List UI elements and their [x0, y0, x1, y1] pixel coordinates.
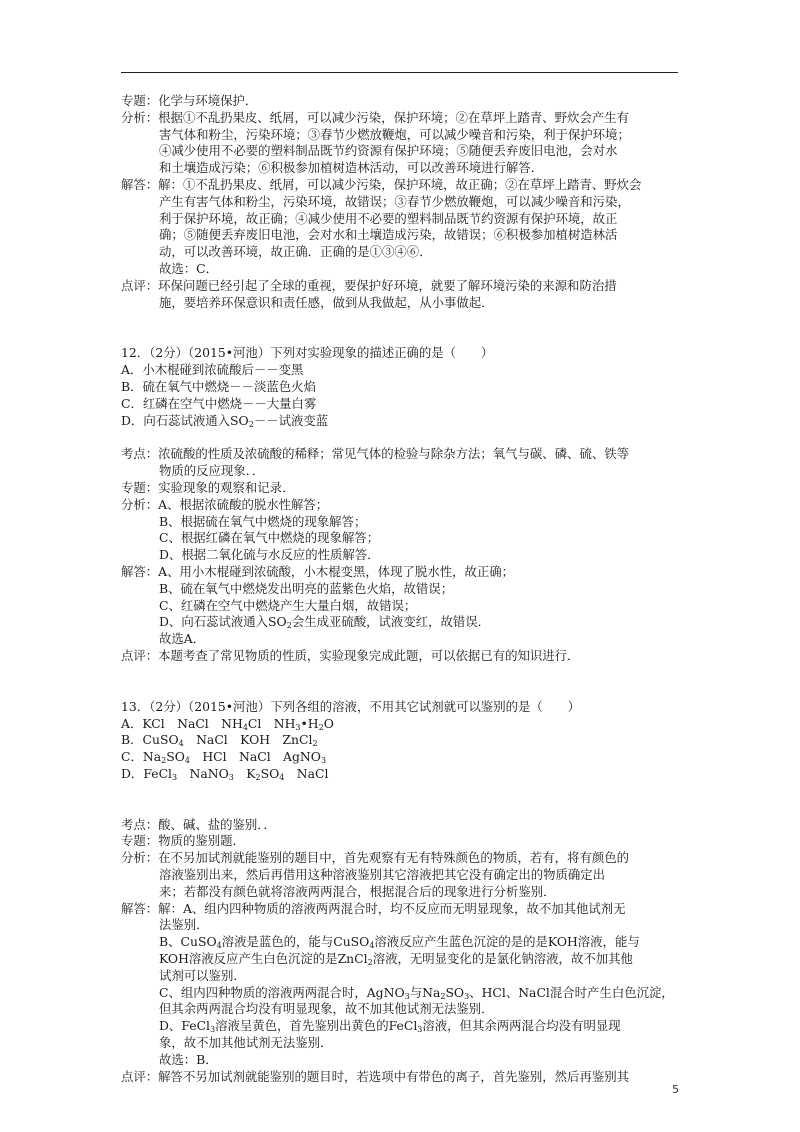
answer-choice-line: 故选：B．: [159, 1051, 218, 1067]
analysis-line: 害气体和粉尘，污染环境；③春节少燃放鞭炮，可以减少噪音和污染，利于保护环境；: [159, 126, 630, 142]
page-number: 5: [672, 1083, 679, 1096]
answer-line: 产生有害气体和粉尘，污染环境，故错误；③春节少燃放鞭炮，可以减少噪音和污染，: [159, 193, 630, 209]
analysis-line: 分析：A、根据浓硫酸的脱水性解答；: [121, 496, 329, 512]
q11-solution: [121, 93, 691, 311]
header-rule: [121, 72, 678, 73]
comment-line: 点评：本题考查了常见物质的性质，实验现象完成此题，可以依据已有的知识进行．: [121, 647, 580, 663]
option-b: B．CuSO$_4$ NaCl KOH ZnCl$_2$: [121, 732, 318, 749]
answer-line: C、红磷在空气中燃烧产生大量白烟，故错误；: [159, 597, 417, 613]
answer-line: B、硫在氧气中燃烧发出明亮的蓝紫色火焰，故错误；: [159, 580, 454, 596]
answer-line: 解答：A、用小木棍碰到浓硫酸，小木棍变黑，体现了脱水性，故正确；: [121, 563, 515, 579]
answer-line: B、CuSO$_4$溶液是蓝色的，能与CuSO$_4$溶液反应产生蓝色沉淀的是的是KOH溶液，能与: [159, 934, 640, 951]
kaodian-line: 物质的反应现象．．: [159, 463, 265, 479]
kaodian-line: 考点：浓硫酸的性质及浓硫酸的稀释；常见气体的检验与除杂方法；氧气与碳、磷、硫、铁等: [121, 446, 630, 462]
option-b: B．硫在氧气中燃烧－－淡蓝色火焰: [121, 378, 316, 394]
q13-solution: [121, 817, 691, 1086]
topic-line: 专题：物质的鉴别题．: [121, 833, 245, 849]
analysis-line: D、根据二氧化硫与水反应的性质解答．: [159, 547, 380, 563]
answer-line: 解答：解：A、组内四种物质的溶液两两混合时，均不反应而无明显现象，故不加其他试剂无: [121, 900, 626, 916]
answer-line: 利于保护环境，故正确；④减少使用不必要的塑料制品既节约资源有保护环境，故正: [159, 210, 618, 226]
comment-line: 点评：环保问题已经引起了全球的重视，要保护好环境，就要了解环境污染的来源和防治措: [121, 277, 617, 293]
option-c: C．红磷在空气中燃烧－－大量白雾: [121, 395, 317, 411]
analysis-line: B、根据硫在氧气中燃烧的现象解答；: [159, 513, 367, 529]
topic-line: 专题：化学与环境保护．: [121, 93, 258, 108]
analysis-line: 来；若都没有颜色就将溶液两两混合，根据混合后的现象进行分析鉴别．: [159, 883, 556, 899]
analysis-line: C、根据红磷在氧气中燃烧的现象解答；: [159, 530, 380, 546]
answer-line: KOH溶液反应产生白色沉淀的是ZnCl$_2$溶液，无明显变化的是氯化钠溶液，故不加其他: [159, 951, 633, 968]
answer-line: 但其余两两混合均没有明显现象，故不加其他试剂无法鉴别．: [159, 1001, 494, 1017]
answer-line: D、FeCl$_3$溶液呈黄色，首先鉴别出黄色的FeCl$_3$溶液，但其余两两混合均没有明显现: [159, 1018, 621, 1035]
analysis-line: 和土壤造成污染；⑥积极参加植树造林活动，可以改善环境进行解答．: [159, 160, 544, 176]
analysis-line: 溶液鉴别出来，然后再借用这种溶液鉴别其它溶液把其它没有确定出的物质确定出: [159, 867, 606, 883]
question-stem: 12．（2分）（2015•河池）下列对实验现象的描述正确的是（ ）: [121, 345, 494, 361]
question-12: [121, 345, 691, 429]
question-13: [121, 699, 691, 783]
answer-choice-line: 故选：C．: [159, 260, 219, 276]
option-c: C．$Na_2SO_4$ HCl NaCl AgNO$_3$: [121, 749, 327, 766]
option-a: A．小木棍碰到浓硫酸后－－变黑: [121, 362, 304, 378]
topic-line: 专题：实验现象的观察和记录．: [121, 479, 295, 495]
comment-line: 点评：解答不另加试剂就能鉴别的题目时，若选项中有带色的离子，首先鉴别，然后再鉴别其: [121, 1068, 630, 1084]
answer-line: 确；⑤随便丢弃废旧电池，会对水和土壤造成污染，故错误；⑥积极参加植树造林活: [159, 227, 618, 243]
answer-line: C、组内四种物质的溶液两两混合时，AgNO$_3$与$Na_2SO_3$、HCl、NaCl混合时产生白色沉淀，: [159, 984, 674, 1001]
analysis-line: 分析：在不另加试剂就能鉴别的题目中，首先观察有无有特殊颜色的物质，若有，将有颜色的: [121, 850, 630, 866]
analysis-line: 分析：根据①不乱扔果皮、纸屑，可以减少污染，保护环境；②在草坪上踏青、野炊会产生有: [121, 109, 630, 125]
answer-line: D、向石蕊试液通入$SO_2$会生成亚硫酸，试液变红，故错误．: [159, 614, 491, 631]
answer-line: 象，故不加其他试剂无法鉴别．: [159, 1035, 333, 1051]
option-a: A．KCl NaCl $NH_4Cl$ $NH_3•H_2O$: [121, 715, 334, 732]
answer-line: 试剂可以鉴别．: [159, 967, 246, 983]
answer-line: 法鉴别．: [159, 917, 209, 933]
answer-line: 解答：解：①不乱扔果皮、纸屑，可以减少污染，保护环境，故正确；②在草坪上踏青、野炊会: [121, 176, 642, 192]
q12-solution: [121, 446, 691, 664]
analysis-line: ④减少使用不必要的塑料制品既节约资源有保护环境；⑤随便丢弃废旧电池，会对水: [159, 143, 618, 159]
comment-line: 施，要培养环保意识和责任感，做到从我做起，从小事做起．: [159, 294, 494, 310]
option-d: D．FeCl$_3$ NaNO$_3$ $K_2SO_4$ NaCl: [121, 765, 329, 782]
question-stem: 13．（2分）（2015•河池）下列各组的溶液，不用其它试剂就可以鉴别的是（ ）: [121, 698, 580, 714]
kaodian-line: 考点：酸、碱、盐的鉴别．．: [121, 816, 276, 832]
document-body: [121, 93, 691, 1085]
answer-choice-line: 故选A．: [159, 631, 206, 647]
option-d: D．向石蕊试液通入$SO_2--$试液变蓝: [121, 412, 329, 429]
answer-line: 动，可以改善环境，故正确．正确的是①③④⑥．: [159, 244, 432, 260]
